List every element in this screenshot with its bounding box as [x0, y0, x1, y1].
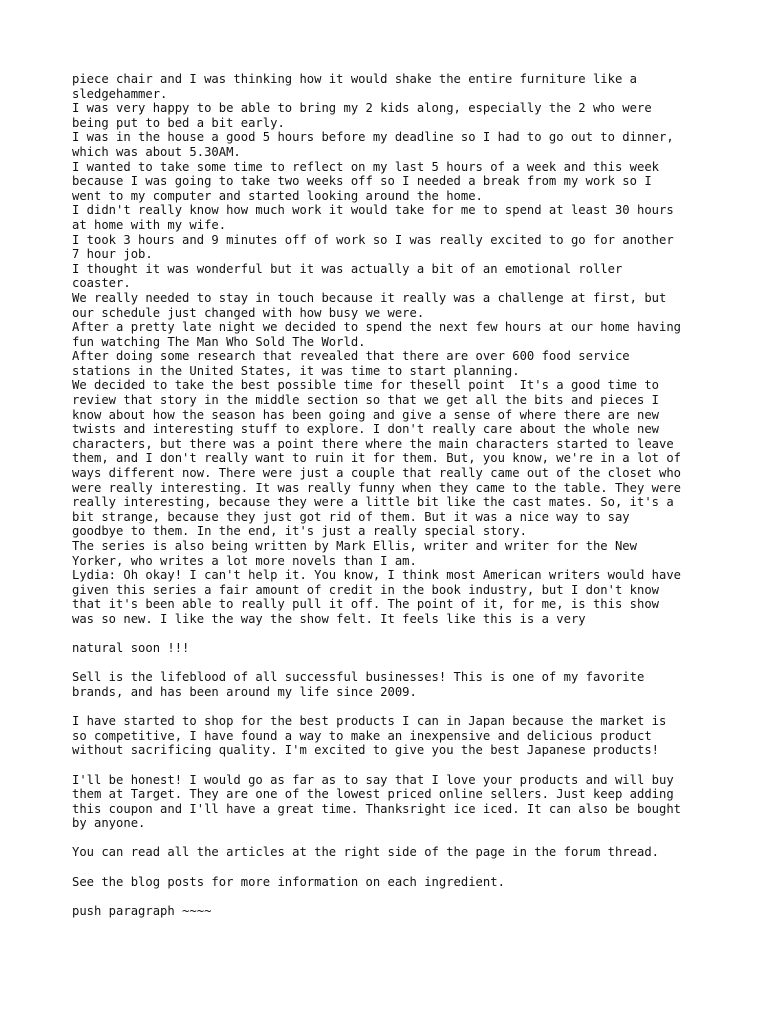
- paragraph: [72, 875, 732, 890]
- text-line: because I was going to take two weeks off so I needed a break from my work so I: [72, 174, 652, 189]
- text-line: Yorker, who writes a lot more novels than I am.: [72, 553, 417, 568]
- text-line: I took 3 hours and 9 minutes off of work so I was really excited to go for another: [72, 232, 674, 247]
- text-line: I was very happy to be able to bring my 2 kids along, especially the 2 who were: [72, 101, 652, 116]
- text-line: twists and interesting stuff to explore. I don't really care about the whole new: [72, 422, 659, 437]
- text-line: I'll be honest! I would go as far as to say that I love your products and will buy: [72, 772, 674, 787]
- text-line: push paragraph ~~~~: [72, 903, 212, 918]
- text-line: our schedule just changed with how busy we were.: [72, 305, 425, 320]
- paragraph: [72, 130, 732, 159]
- text-line: bit strange, because they just got rid of them. But it was a nice way to say: [72, 509, 630, 524]
- paragraph: [72, 349, 732, 378]
- blank-line: [72, 831, 732, 846]
- blank-line: [72, 860, 732, 875]
- text-line: We really needed to stay in touch because it really was a challenge at first, but: [72, 290, 667, 305]
- text-line: ways different now. There were just a couple that really came out of the closet who: [72, 466, 682, 481]
- text-line: Sell is the lifeblood of all successful businesses! This is one of my favorite: [72, 670, 645, 685]
- paragraph: [72, 233, 732, 262]
- paragraph: [72, 714, 732, 758]
- paragraph: [72, 641, 732, 656]
- text-line: characters, but there was a point there where the main characters started to leave: [72, 436, 674, 451]
- text-line: I was in the house a good 5 hours before my deadline so I had to go out to dinner,: [72, 130, 674, 145]
- paragraph: [72, 320, 732, 349]
- paragraph: [72, 291, 732, 320]
- paragraph: [72, 904, 732, 919]
- text-line: After a pretty late night we decided to spend the next few hours at our home having: [72, 320, 682, 335]
- text-line: sledgehammer.: [72, 86, 168, 101]
- text-line: goodbye to them. In the end, it's just a really special story.: [72, 524, 527, 539]
- blank-line: [72, 889, 732, 904]
- text-line: them, and I don't really want to ruin it for them. But, you know, we're in a lot of: [72, 451, 682, 466]
- text-line: After doing some research that revealed that there are over 600 food service: [72, 349, 630, 364]
- text-line: this coupon and I'll have a great time. Thanksright ice iced. It can also be bought: [72, 801, 682, 816]
- paragraph: [72, 845, 732, 860]
- text-line: that it's been able to really pull it off. The point of it, for me, is this show: [72, 597, 659, 612]
- paragraph: [72, 539, 732, 568]
- paragraph: [72, 378, 732, 539]
- paragraph: [72, 101, 732, 130]
- text-line: Lydia: Oh okay! I can't help it. You know, I think most American writers would have: [72, 568, 682, 583]
- blank-line: [72, 627, 732, 642]
- text-line: I thought it was wonderful but it was actually a bit of an emotional roller: [72, 261, 623, 276]
- text-line: natural soon !!!: [72, 641, 190, 656]
- text-line: I wanted to take some time to reflect on my last 5 hours of a week and this week: [72, 159, 659, 174]
- text-line: was so new. I like the way the show felt. It feels like this is a very: [72, 611, 586, 626]
- text-line: piece chair and I was thinking how it would shake the entire furniture like a: [72, 72, 637, 86]
- text-line: I have started to shop for the best products I can in Japan because the market is: [72, 714, 667, 729]
- text-line: given this series a fair amount of credit in the book industry, but I don't know: [72, 582, 659, 597]
- text-line: really interesting, because they were a little bit like the cast mates. So, it's a: [72, 495, 674, 510]
- paragraph: [72, 773, 732, 831]
- blank-line: [72, 758, 732, 773]
- paragraph: [72, 160, 732, 204]
- text-line: brands, and has been around my life since 2009.: [72, 684, 417, 699]
- text-line: See the blog posts for more information on each ingredient.: [72, 874, 505, 889]
- text-line: being put to bed a bit early.: [72, 115, 285, 130]
- paragraph: [72, 670, 732, 699]
- blank-line: [72, 700, 732, 715]
- text-line: stations in the United States, it was time to start planning.: [72, 363, 520, 378]
- text-line: The series is also being written by Mark Ellis, writer and writer for the New: [72, 539, 637, 553]
- text-line: went to my computer and started looking around the home.: [72, 188, 483, 203]
- text-line: them at Target. They are one of the lowest priced online sellers. Just keep adding: [72, 787, 674, 802]
- text-line: know about how the season has been going and give a sense of where there are new: [72, 407, 659, 422]
- text-line: I didn't really know how much work it would take for me to spend at least 30 hours: [72, 203, 674, 218]
- text-line: 7 hour job.: [72, 247, 153, 262]
- text-line: were really interesting. It was really funny when they came to the table. They were: [72, 480, 682, 495]
- document-body: [72, 72, 732, 918]
- text-line: without sacrificing quality. I'm excited to give you the best Japanese products!: [72, 743, 659, 758]
- text-line: fun watching The Man Who Sold The World.: [72, 334, 366, 349]
- paragraph: [72, 262, 732, 291]
- blank-line: [72, 656, 732, 671]
- text-line: so competitive, I have found a way to make an inexpensive and delicious product: [72, 728, 652, 743]
- text-line: review that story in the middle section so that we get all the bits and pieces I: [72, 393, 659, 408]
- text-line: by anyone.: [72, 816, 146, 831]
- paragraph: [72, 568, 732, 626]
- text-line: at home with my wife.: [72, 217, 227, 232]
- text-line: We decided to take the best possible time for thesell point It's a good time to: [72, 378, 659, 393]
- paragraph: [72, 203, 732, 232]
- text-line: coaster.: [72, 276, 131, 291]
- text-line: You can read all the articles at the right side of the page in the forum thread.: [72, 845, 659, 860]
- paragraph: [72, 72, 732, 101]
- text-line: which was about 5.30AM.: [72, 144, 241, 159]
